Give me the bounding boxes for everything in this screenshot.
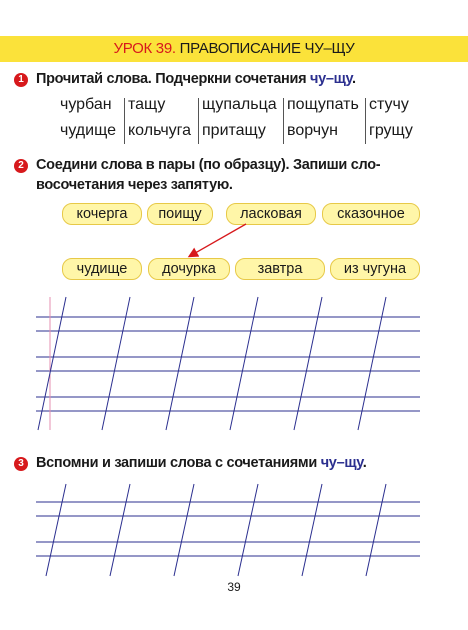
word-cell: чудище xyxy=(60,122,116,139)
word-cell: стучу xyxy=(369,96,409,113)
word-chip-bottom[interactable]: дочурка xyxy=(148,258,230,280)
word-cell: притащу xyxy=(202,122,266,139)
word-chip-top[interactable]: поищу xyxy=(147,203,213,225)
word-cell: ворчун xyxy=(287,122,338,139)
word-cell: чурбан xyxy=(60,96,112,113)
word-cell: грущу xyxy=(369,122,413,139)
task-1-text: Прочитай слова. Подчеркни сочетания xyxy=(36,71,310,87)
word-chip-bottom[interactable]: завтра xyxy=(235,258,325,280)
word-chip-bottom[interactable]: чудище xyxy=(62,258,142,280)
lesson-number: УРОК 39. xyxy=(113,40,176,57)
task-3-text: Вспомни и запиши слова с сочетаниями xyxy=(36,455,321,471)
page-number: 39 xyxy=(227,580,241,594)
word-chip-top[interactable]: сказочное xyxy=(322,203,420,225)
task-2-instruction-line-2: восочетания через запятую. xyxy=(36,177,233,193)
word-chip-top[interactable]: ласковая xyxy=(226,203,316,225)
task-1-badge: 1 xyxy=(14,73,28,87)
word-cell: тащу xyxy=(128,96,166,113)
word-cell: пощупать xyxy=(287,96,359,113)
word-cell: щупальца xyxy=(202,96,277,113)
task-3-accent: чу–щу xyxy=(320,455,363,471)
example-arrow xyxy=(190,224,246,256)
task-3-instruction xyxy=(36,454,367,473)
word-cell: кольчуга xyxy=(128,122,192,139)
writing-area-1 xyxy=(36,317,420,411)
writing-area-2 xyxy=(36,502,420,556)
task-3-badge: 3 xyxy=(14,457,28,471)
lesson-title: ПРАВОПИСАНИЕ ЧУ–ЩУ xyxy=(175,40,355,57)
task-2-badge: 2 xyxy=(14,159,28,173)
slant-guides-2 xyxy=(46,484,386,576)
task-3-tail: . xyxy=(362,455,367,471)
task-2-instruction-line-1: Соедини слова в пары (по образцу). Запиши сло- xyxy=(36,157,381,173)
task-1-tail: . xyxy=(352,71,356,87)
task-1-accent: чу–щу xyxy=(309,71,353,87)
word-chip-bottom[interactable]: из чугуна xyxy=(330,258,420,280)
word-chip-top[interactable]: кочерга xyxy=(62,203,142,225)
